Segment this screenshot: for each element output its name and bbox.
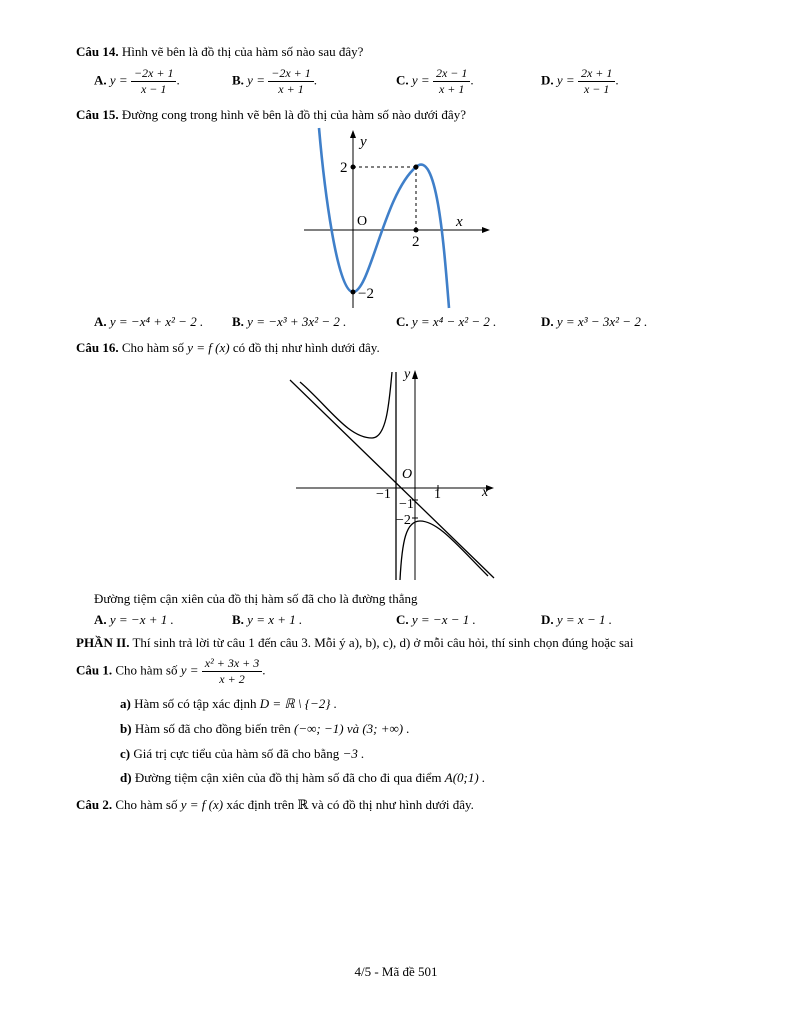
q16-option-c[interactable]: C. y = −x − 1 . (396, 612, 476, 627)
x-axis-label: x (456, 214, 463, 230)
c1-item-d[interactable]: d) Đường tiệm cận xiên của đồ thị hàm số đã cho đi qua điểm A(0;1) . (120, 770, 486, 785)
y-axis-label: y (360, 134, 367, 150)
q16-function: y = f (x) (187, 340, 230, 355)
q16-option-d[interactable]: D. y = x − 1 . (541, 612, 612, 627)
q16-stem: Câu 16. Cho hàm số y = f (x) có đồ thị như hình dưới đây. (76, 340, 380, 355)
q14-text: Hình vẽ bên là đồ thị của hàm số nào sau đây? (121, 44, 364, 59)
x-axis-label: x (482, 485, 489, 500)
q15-option-b[interactable]: B. y = −x³ + 3x² − 2 . (232, 314, 347, 329)
origin-label: O (357, 214, 368, 229)
c1-item-a[interactable]: a) Hàm số có tập xác định D = ℝ \ {−2} . (120, 696, 337, 711)
q14-option-c[interactable]: C. y = $\frac{2x - 1}{x + 1}$ . (396, 66, 474, 96)
tick-y-bottom-label: −2 (358, 286, 374, 302)
tick-x-label: 2 (412, 234, 420, 250)
q15-graph (302, 126, 492, 310)
part2-heading (76, 635, 633, 651)
q15-option-d[interactable]: D. y = x³ − 3x² − 2 . (541, 314, 648, 329)
q14-stem (76, 44, 363, 60)
q14-option-b[interactable]: B. y = $\frac{-2x + 1}{x + 1}$ . (232, 66, 317, 96)
x-axis-arrow (482, 227, 490, 233)
fraction: $\frac{2x + 1}{x - 1}$ (578, 66, 615, 97)
tick-y-top-label: 2 (340, 160, 348, 176)
cubic-curve (319, 128, 449, 308)
c1-item-c[interactable]: c) Giá trị cực tiểu của hàm số đã cho bằng −3 . (120, 746, 365, 761)
q16-label: Câu 16. (76, 340, 119, 355)
q15-label: Câu 15. (76, 107, 119, 122)
y-axis-label: y (404, 367, 411, 382)
c1-stem: Câu 1. Cho hàm số y = $\frac{\text{x² + 3x + 3}}{x + 2}$ . (76, 656, 266, 686)
c1-item-b[interactable]: b) Hàm số đã cho đồng biến trên (−∞; −1) và (3; +∞) . (120, 721, 410, 736)
q16-option-a[interactable]: A. y = −x + 1 . (94, 612, 174, 627)
y-axis-arrow (350, 130, 356, 138)
point-max (414, 165, 419, 170)
fraction: $\frac{-2x + 1}{x + 1}$ (268, 66, 314, 97)
point-y2 (351, 165, 356, 170)
page-footer: 4/5 - Mã đề 501 (354, 964, 438, 979)
tick-y-neg2-label: −2 (396, 513, 411, 528)
y-axis-arrow (412, 370, 418, 379)
q16-graph (288, 366, 498, 582)
c2-label: Câu 2. (76, 797, 113, 812)
q14-option-a[interactable]: A. y = $\frac{-2x + 1}{x - 1}$ . (94, 66, 180, 96)
fraction: $\frac{\text{x² + 3x + 3}}{x + 2}$ (202, 656, 262, 687)
origin-label: O (402, 467, 413, 482)
tick-y-neg1-label: −1 (399, 497, 414, 512)
oblique-asymptote (290, 380, 494, 578)
tick-1-label: 1 (434, 487, 441, 502)
q15-option-c[interactable]: C. y = x⁴ − x² − 2 . (396, 314, 497, 329)
q16-option-b[interactable]: B. y = x + 1 . (232, 612, 303, 627)
part2-text: Thí sinh trả lời từ câu 1 đến câu 3. Mỗi ý a), b), c), d) ở mỗi câu hỏi, thí sinh chọn đúng hoặc sai (132, 635, 634, 650)
c1-label: Câu 1. (76, 662, 113, 678)
q15-stem (76, 107, 466, 123)
fraction: $\frac{2x - 1}{x + 1}$ (433, 66, 470, 97)
part2-label: PHẦN II. (76, 635, 130, 650)
point-x2 (414, 228, 419, 233)
point-min (351, 290, 356, 295)
curve-branch-left (300, 372, 392, 438)
q16-asymptote-stem: Đường tiệm cận xiên của đồ thị hàm số đã cho là đường thẳng (94, 591, 418, 606)
c2-stem: Câu 2. Cho hàm số y = f (x) xác định trên ℝ và có đồ thị như hình dưới đây. (76, 797, 474, 812)
q15-option-a[interactable]: A. y = −x⁴ + x² − 2 . (94, 314, 204, 329)
q15-text: Đường cong trong hình vẽ bên là đồ thị của hàm số nào dưới đây? (121, 107, 466, 122)
q14-label: Câu 14. (76, 44, 119, 59)
q14-option-d[interactable]: D. y = $\frac{2x + 1}{x - 1}$ . (541, 66, 619, 96)
fraction: $\frac{-2x + 1}{x - 1}$ (131, 66, 177, 97)
tick-neg1-label: −1 (376, 487, 391, 502)
